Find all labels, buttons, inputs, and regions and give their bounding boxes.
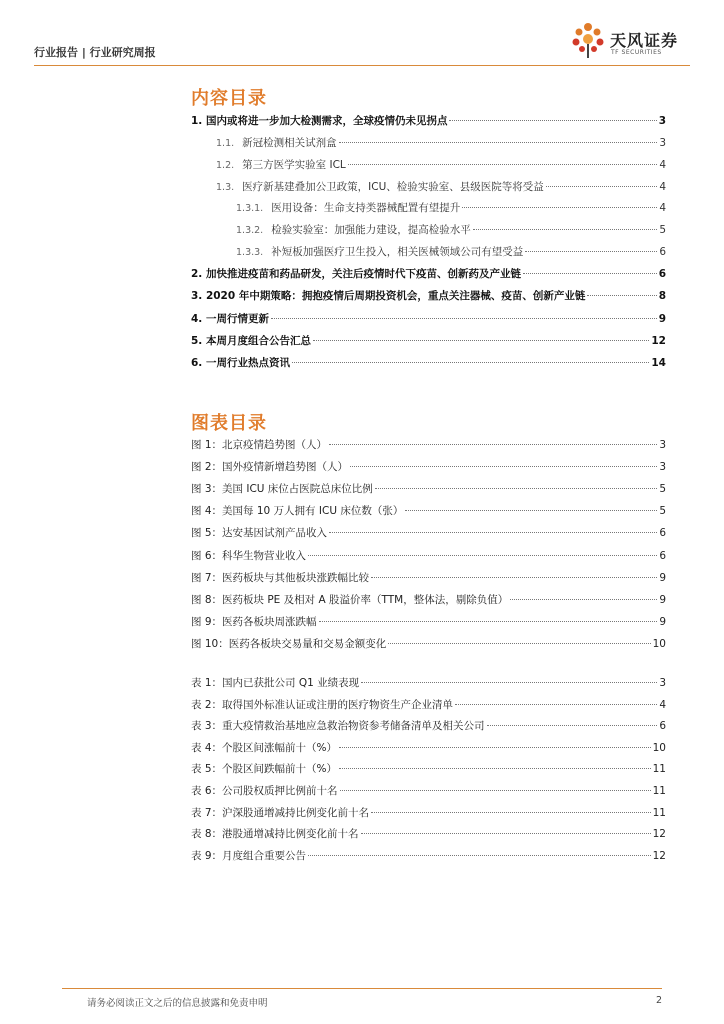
entry-label: 图 3：美国 ICU 床位占医院总床位比例 [191,483,373,496]
entry-label: 图 10：医药各板块交易量和交易金额变化 [191,637,387,650]
contents-title: 内容目录 [191,88,267,109]
entry-label: 图 8：医药板块 PE 及相对 A 股溢价率（TTM，整体法，剔除负值） [191,593,509,606]
entry-label: 图 2：国外疫情新增趋势图（人） [191,461,349,474]
entry-label: 1.1. 新冠检测相关试剂盒 [216,137,337,149]
logo-english-name: TF SECURITIES [611,49,662,56]
entry-page: 4 [659,698,666,711]
entry-number: 1.2. [216,160,235,171]
table-entry[interactable] [191,826,666,842]
entry-label: 图 7：医药板块与其他板块涨跌幅比较 [191,571,370,584]
entry-page: 4 [659,159,666,171]
entry-page: 9 [658,313,666,325]
entry-page: 9 [659,615,666,628]
dot-leader [339,747,651,748]
contents-entry[interactable] [191,288,666,304]
entry-page: 6 [658,268,666,280]
dot-leader [271,318,657,319]
entry-page: 3 [659,137,666,149]
dot-leader [350,466,657,467]
contents-entry[interactable] [216,135,666,151]
figure-entry[interactable] [191,481,666,497]
table-entry[interactable] [191,740,666,756]
entry-label: 图 5：达安基因试剂产品收入 [191,527,328,540]
entry-page: 10 [652,637,666,650]
entry-page: 6 [659,246,666,258]
entry-label: 表 1：国内已获批公司 Q1 业绩表现 [191,677,360,689]
dot-leader [348,164,658,165]
contents-entry[interactable] [191,266,666,282]
entry-page: 4 [659,202,666,214]
table-entry[interactable] [191,675,666,691]
entry-label: 表 5：个股区间跌幅前十（%） [191,763,337,776]
entry-page: 11 [652,806,666,819]
entry-page: 6 [659,720,666,733]
entry-label: 6. 一周行业热点资讯 [191,357,290,369]
dot-leader [487,725,658,726]
dot-leader [361,833,651,834]
table-entry[interactable] [191,848,666,864]
dot-leader [405,510,657,511]
dot-leader [340,790,651,791]
entry-page: 3 [658,115,666,127]
dot-leader [455,704,657,705]
entry-number: 1.3.2. [236,225,264,236]
entry-label: 图 4：美国每 10 万人拥有 ICU 床位数（张） [191,505,404,518]
entry-label: 1. 国内或将进一步加大检测需求，全球疫情仍未见拐点 [191,115,448,127]
entry-page: 5 [659,483,666,496]
figure-entry[interactable] [191,548,666,564]
entry-label: 1.3.1. 医用设备：生命支持类器械配置有望提升 [236,202,461,214]
dot-leader [388,643,650,644]
entry-page: 11 [652,785,666,797]
dot-leader [329,444,657,445]
entry-number: 1.1. [216,138,235,149]
footer-divider [62,988,662,989]
contents-entry[interactable] [216,157,666,173]
entry-page: 12 [652,828,666,841]
entry-label: 1.3.3. 补短板加强医疗卫生投入，相关医械领域公司有望受益 [236,246,524,258]
dot-leader [361,682,657,683]
report-breadcrumb: 行业报告 | 行业研究周报 [34,46,156,59]
entry-page: 11 [652,763,666,776]
figures-title: 图表目录 [191,413,267,434]
dot-leader [587,295,656,296]
dot-leader [313,340,649,341]
table-entry[interactable] [191,783,666,799]
logo-chinese-name: 天风证券 [610,31,679,50]
entry-label: 4. 一周行情更新 [191,313,269,325]
dot-leader [339,768,651,769]
entry-label: 表 4：个股区间涨幅前十（%） [191,741,337,754]
entry-page: 3 [659,677,666,689]
entry-label: 1.2. 第三方医学实验室 ICL [216,159,346,171]
entry-label: 表 3：重大疫情救治基地应急救治物资参考储备清单及相关公司 [191,720,485,733]
entry-label: 2. 加快推进疫苗和药品研发，关注后疫情时代下疫苗、创新药及产业链 [191,268,521,280]
table-entry[interactable] [191,761,666,777]
figure-entry[interactable] [191,459,666,475]
figure-entry[interactable] [191,503,666,519]
contents-entry[interactable] [191,311,666,327]
page-number: 2 [655,995,662,1006]
entry-page: 8 [658,290,666,302]
header-divider [34,65,690,66]
entry-label: 图 6：科华生物营业收入 [191,549,307,562]
flower-logo-icon [568,22,608,60]
dot-leader [510,599,657,600]
contents-entry[interactable] [236,200,666,216]
dot-leader [329,532,657,533]
dot-leader [523,273,657,274]
entry-page: 5 [659,505,666,518]
entry-page: 12 [651,335,666,347]
table-entry[interactable] [191,718,666,734]
entry-page: 9 [659,571,666,584]
entry-label: 1.3. 医疗新基建叠加公卫政策，ICU、检验实验室、县级医院等将受益 [216,181,544,193]
dot-leader [546,186,658,187]
dot-leader [339,142,658,143]
dot-leader [371,577,657,578]
dot-leader [473,229,658,230]
entry-number: 1.3. [216,182,235,193]
entry-page: 14 [651,357,666,369]
dot-leader [371,812,651,813]
entry-page: 3 [659,439,666,451]
company-logo [568,22,698,60]
table-entry[interactable] [191,805,666,821]
entry-label: 5. 本周月度组合公告汇总 [191,335,311,347]
entry-label: 图 9：医药各板块周涨跌幅 [191,615,317,628]
figure-entry[interactable] [191,636,666,652]
entry-number: 1.3.1. [236,203,264,214]
entry-page: 6 [659,549,666,562]
entry-page: 5 [659,224,666,236]
entry-label: 图 1：北京疫情趋势图（人） [191,439,328,451]
entry-page: 4 [659,181,666,193]
entry-page: 12 [652,849,666,862]
entry-label: 3. 2020 年中期策略：拥抱疫情后周期投资机会，重点关注器械、疫苗、创新产业链 [191,290,586,302]
contents-entry[interactable] [191,333,666,349]
contents-entry[interactable] [216,179,666,195]
entry-page: 9 [659,593,666,606]
dot-leader [449,120,656,121]
dot-leader [308,855,651,856]
figure-entry[interactable] [191,592,666,608]
entry-page: 3 [659,461,666,474]
figure-entry[interactable] [191,525,666,541]
contents-entry[interactable] [191,113,666,129]
contents-entry[interactable] [236,222,666,238]
dot-leader [525,251,657,252]
entry-number: 1.3.3. [236,247,264,258]
entry-label: 1.3.2. 检验实验室：加强能力建设，提高检验水平 [236,224,471,236]
figure-entry[interactable] [191,437,666,453]
entry-label: 表 6：公司股权质押比例前十名 [191,785,338,797]
disclaimer-text: 请务必阅读正文之后的信息披露和免责申明 [87,998,268,1009]
entry-page: 6 [659,527,666,540]
entry-label: 表 2：取得国外标准认证或注册的医疗物资生产企业清单 [191,698,454,711]
table-entry[interactable] [191,697,666,713]
contents-entry[interactable] [236,244,666,260]
figure-entry[interactable] [191,570,666,586]
dot-leader [375,488,658,489]
dot-leader [462,207,657,208]
contents-entry[interactable] [191,355,666,371]
entry-label: 表 9：月度组合重要公告 [191,849,307,862]
dot-leader [319,621,658,622]
dot-leader [308,555,657,556]
entry-page: 10 [652,741,666,754]
dot-leader [292,362,649,363]
entry-label: 表 7：沪深股通增减持比例变化前十名 [191,806,370,819]
figure-entry[interactable] [191,614,666,630]
entry-label: 表 8：港股通增减持比例变化前十名 [191,828,359,841]
